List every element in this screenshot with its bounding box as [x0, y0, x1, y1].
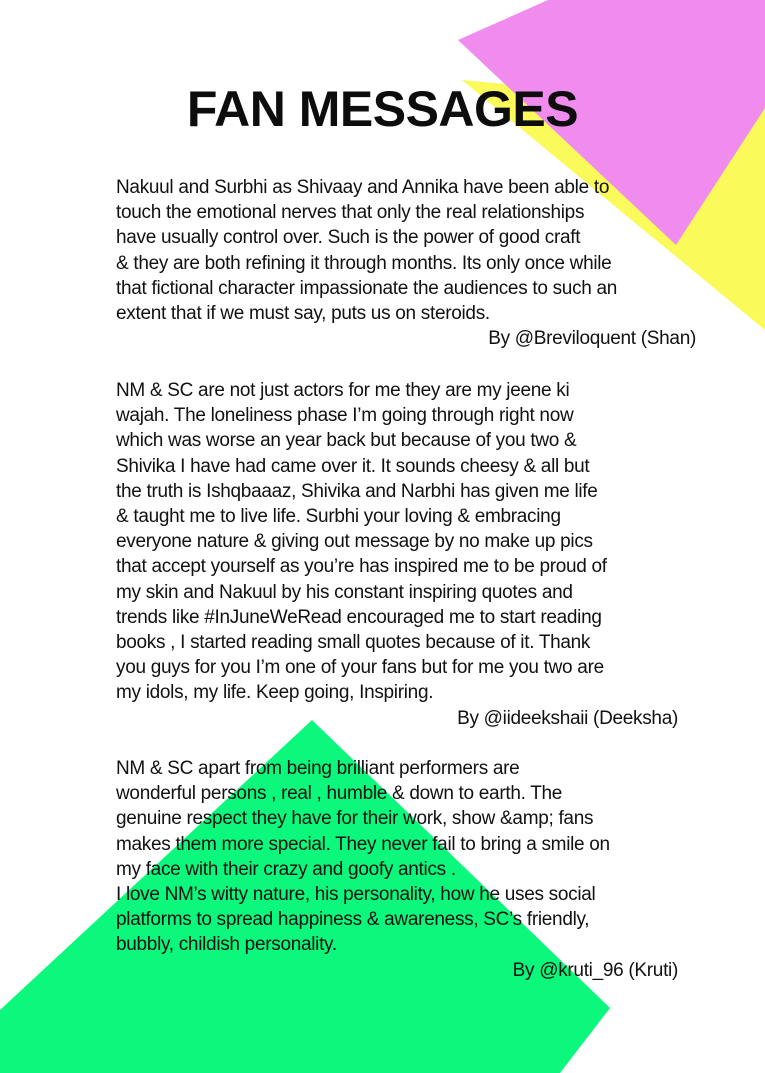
message-line: & they are both refining it through months. Its only once while: [116, 252, 612, 274]
message-line: extent that if we must say, puts us on steroids.: [116, 303, 490, 325]
message-line: everyone nature & giving out message by no make up pics: [116, 531, 593, 553]
message-line: trends like #InJuneWeRead encouraged me to start reading: [116, 606, 602, 628]
page-title: FAN MESSAGES: [186, 81, 579, 137]
message-line: my skin and Nakuul by his constant inspiring quotes and: [116, 581, 573, 603]
message-text: [116, 756, 678, 958]
message-line: the truth is Ishqbaaaz, Shivika and Narbhi has given me life: [116, 480, 598, 502]
message-line: have usually control over. Such is the power of good craft: [116, 227, 581, 249]
message-text: [116, 378, 678, 706]
message-byline: By @kruti_96 (Kruti): [512, 959, 678, 981]
message-line: which was worse an year back but because of you two &: [116, 430, 577, 452]
fan-message-3: [116, 756, 678, 983]
message-line: that fictional character impassionate the audiences to such an: [116, 277, 618, 299]
message-line: NM & SC are not just actors for me they are my jeene ki: [116, 380, 570, 401]
message-text: [116, 175, 696, 326]
message-byline: By @iideekshaii (Deeksha): [457, 707, 678, 729]
message-line: my idols, my life. Keep going, Inspiring.: [116, 682, 434, 704]
message-line: books , I started reading small quotes because of it. Thank: [116, 632, 591, 654]
message-line: wajah. The loneliness phase I’m going through right now: [116, 405, 574, 427]
message-line: touch the emotional nerves that only the real relationships: [116, 202, 585, 224]
message-line: my face with their crazy and goofy antics .: [116, 858, 456, 880]
message-line: & taught me to live life. Surbhi your loving & embracing: [116, 506, 561, 528]
message-line: NM & SC apart from being brilliant performers are: [116, 758, 520, 779]
message-line: that accept yourself as you’re has inspired me to be proud of: [116, 556, 607, 578]
message-line: platforms to spread happiness & awareness, SC’s friendly,: [116, 909, 590, 931]
fan-message-2: [116, 378, 678, 731]
message-line: I love NM’s witty nature, his personality, how he uses social: [116, 884, 596, 906]
message-line: Shivika I have had came over it. It sounds cheesy & all but: [116, 455, 590, 477]
message-line: genuine respect they have for their work, show &amp; fans: [116, 808, 594, 830]
message-byline: By @Breviloquent (Shan): [488, 328, 696, 350]
message-line: you guys for you I’m one of your fans but for me you two are: [116, 657, 604, 679]
message-line: Nakuul and Surbhi as Shivaay and Annika have been able to: [116, 177, 610, 198]
message-line: wonderful persons , real , humble & down to earth. The: [116, 783, 563, 805]
message-line: makes them more special. They never fail to bring a smile on: [116, 833, 610, 855]
fan-message-1: [116, 175, 696, 351]
message-line: bubbly, childish personality.: [116, 934, 337, 956]
